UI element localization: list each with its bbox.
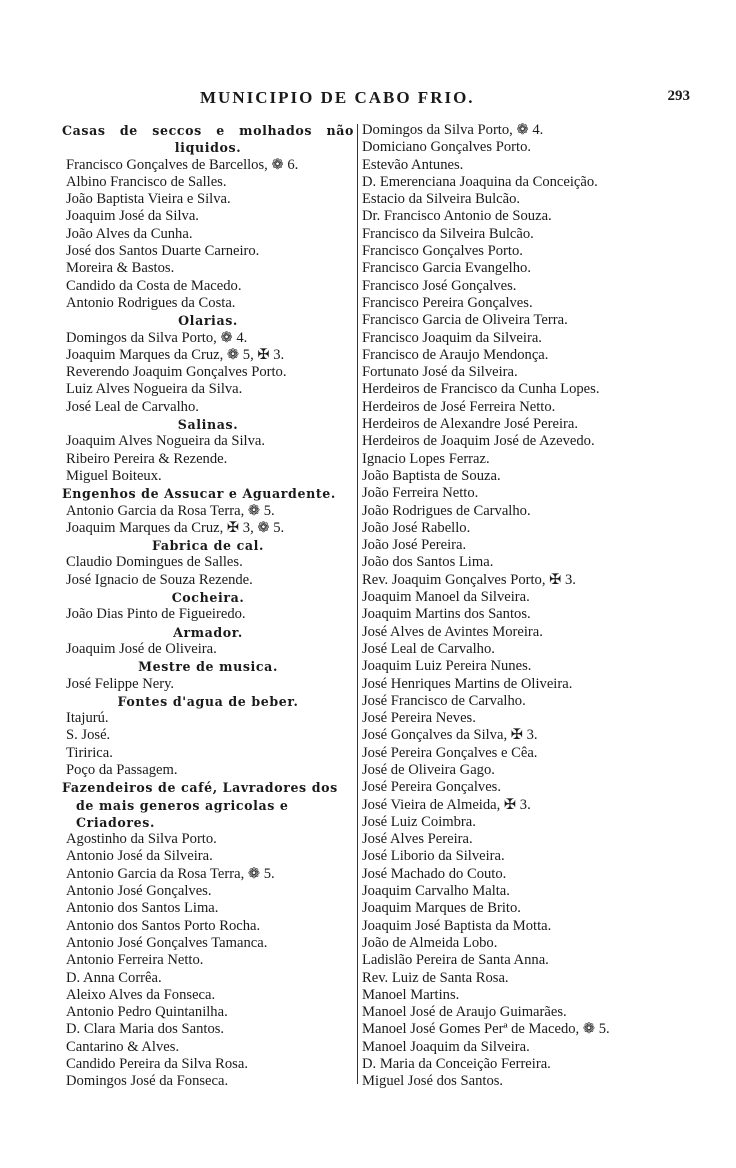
- list-entry: João dos Santos Lima.: [362, 554, 494, 571]
- list-entry: Domingos José da Fonseca.: [66, 1073, 229, 1090]
- list-entry: Claudio Domingues de Salles.: [66, 554, 243, 571]
- list-entry: Itajurú.: [66, 710, 109, 727]
- list-entry: Herdeiros de Alexandre José Pereira.: [362, 416, 578, 433]
- list-entry: José Felippe Nery.: [66, 675, 175, 692]
- list-entry: Manoel José de Araujo Guimarães.: [362, 1004, 567, 1021]
- list-entry: José Vieira de Almeida, ✠ 3.: [362, 796, 531, 813]
- list-entry: Joaquim Carvalho Malta.: [362, 883, 510, 900]
- list-entry: Antonio dos Santos Porto Rocha.: [66, 917, 261, 934]
- list-entry: Francisco de Araujo Mendonça.: [362, 346, 549, 363]
- right-column: [362, 122, 692, 1091]
- list-entry: José Henriques Martins de Oliveira.: [362, 675, 573, 692]
- list-entry: João Baptista de Souza.: [362, 467, 501, 484]
- list-entry: Agostinho da Silva Porto.: [66, 831, 217, 848]
- list-entry: Ribeiro Pereira & Rezende.: [66, 450, 228, 467]
- left-column: [62, 122, 354, 1091]
- list-entry: Francisco Gonçalves Porto.: [362, 243, 523, 260]
- list-entry: José Machado do Couto.: [362, 865, 507, 882]
- list-entry: Joaquim Marques da Cruz, ✠ 3, ❁ 5.: [66, 519, 285, 536]
- list-entry: Candido da Costa de Macedo.: [66, 277, 242, 294]
- list-entry: José Leal de Carvalho.: [362, 640, 495, 657]
- list-entry: Poço da Passagem.: [66, 761, 178, 778]
- list-entry: Antonio Garcia da Rosa Terra, ❁ 5.: [66, 502, 275, 519]
- list-entry: Antonio Ferreira Netto.: [66, 952, 204, 969]
- list-entry: José dos Santos Duarte Carneiro.: [66, 243, 260, 260]
- list-entry: João José Rabello.: [362, 519, 471, 536]
- list-entry: Joaquim Martins dos Santos.: [362, 606, 531, 623]
- section-heading: Cocheira.: [171, 590, 245, 606]
- list-entry: José de Oliveira Gago.: [362, 761, 495, 778]
- list-entry: Joaquim Manoel da Silveira.: [362, 589, 530, 606]
- list-entry: João de Almeida Lobo.: [362, 934, 498, 951]
- list-entry: Candido Pereira da Silva Rosa.: [66, 1056, 248, 1073]
- list-entry: Antonio Garcia da Rosa Terra, ❁ 5.: [66, 865, 275, 882]
- list-entry: S. José.: [66, 727, 111, 744]
- list-entry: Domingos da Silva Porto, ❁ 4.: [362, 122, 544, 138]
- list-entry: Estacio da Silveira Bulcão.: [362, 191, 521, 208]
- section-heading: Olarias.: [178, 313, 238, 329]
- list-entry: Antonio Rodrigues da Costa.: [66, 294, 236, 311]
- section-heading: Fazendeiros de café, Lavradores dos de mais generos agricolas e Criadores.: [62, 780, 338, 830]
- list-entry: Aleixo Alves da Fonseca.: [66, 986, 216, 1003]
- list-entry: Antonio José Gonçalves.: [66, 883, 212, 900]
- list-entry: José Gonçalves da Silva, ✠ 3.: [362, 727, 538, 744]
- section-heading: Fontes d'agua de beber.: [117, 693, 299, 709]
- list-entry: José Luiz Coimbra.: [362, 813, 476, 830]
- list-entry: José Pereira Neves.: [362, 710, 476, 727]
- list-entry: Dr. Francisco Antonio de Souza.: [362, 208, 552, 225]
- section-heading: Armador.: [173, 624, 243, 640]
- section-heading: Engenhos de Assucar e Aguardente.: [62, 486, 336, 502]
- section-heading: Salinas.: [177, 417, 239, 433]
- section-heading: Mestre de musica.: [138, 659, 278, 675]
- list-entry: Luiz Alves Nogueira da Silva.: [66, 381, 243, 398]
- list-entry: Francisco Garcia de Oliveira Terra.: [362, 312, 568, 329]
- list-entry: Francisco José Gonçalves.: [362, 277, 517, 294]
- list-entry: Joaquim José da Silva.: [66, 208, 199, 225]
- list-entry: João Rodrigues de Carvalho.: [362, 502, 531, 519]
- list-entry: José Francisco de Carvalho.: [362, 692, 526, 709]
- list-entry: João Alves da Cunha.: [66, 225, 193, 242]
- section-heading: Fabrica de cal.: [151, 538, 265, 554]
- list-entry: Tiririca.: [66, 744, 113, 761]
- section-heading: Casas de seccos e molhados não liquidos.: [62, 123, 354, 156]
- list-entry: Herdeiros de José Ferreira Netto.: [362, 398, 556, 415]
- list-entry: João José Pereira.: [362, 537, 467, 554]
- running-head: [200, 88, 690, 112]
- list-entry: Joaquim Luiz Pereira Nunes.: [362, 658, 532, 675]
- list-entry: Francisco da Silveira Bulcão.: [362, 225, 534, 242]
- page-number: 293: [667, 88, 690, 104]
- list-entry: D. Anna Corrêa.: [66, 969, 162, 986]
- list-entry: Ladislão Pereira de Santa Anna.: [362, 952, 549, 969]
- list-entry: Joaquim Marques da Cruz, ❁ 5, ✠ 3.: [66, 346, 285, 363]
- list-entry: Manoel José Gomes Perª de Macedo, ❁ 5.: [362, 1021, 610, 1038]
- list-entry: José Pereira Gonçalves.: [362, 779, 501, 796]
- list-entry: José Alves Pereira.: [362, 831, 473, 848]
- list-entry: José Ignacio de Souza Rezende.: [66, 571, 253, 588]
- list-entry: Albino Francisco de Salles.: [66, 173, 227, 190]
- list-entry: João Baptista Vieira e Silva.: [66, 191, 231, 208]
- page-title: MUNICIPIO DE CABO FRIO.: [200, 88, 475, 107]
- column-divider: [357, 124, 358, 1084]
- list-entry: Rev. Luiz de Santa Rosa.: [362, 969, 509, 986]
- list-entry: Miguel José dos Santos.: [362, 1073, 504, 1090]
- list-entry: Domiciano Gonçalves Porto.: [362, 139, 532, 156]
- list-entry: José Leal de Carvalho.: [66, 398, 199, 415]
- list-entry: Manoel Martins.: [362, 986, 460, 1003]
- list-entry: Antonio dos Santos Lima.: [66, 900, 219, 917]
- list-entry: Miguel Boiteux.: [66, 467, 162, 484]
- list-entry: Joaquim Marques de Brito.: [362, 900, 521, 917]
- list-entry: D. Emerenciana Joaquina da Conceição.: [362, 173, 598, 190]
- list-entry: Herdeiros de Francisco da Cunha Lopes.: [362, 381, 600, 398]
- list-entry: Reverendo Joaquim Gonçalves Porto.: [66, 364, 287, 381]
- list-entry: Francisco Garcia Evangelho.: [362, 260, 531, 277]
- list-entry: Joaquim José de Oliveira.: [66, 640, 217, 657]
- list-entry: João Ferreira Netto.: [362, 485, 479, 502]
- list-entry: Antonio Pedro Quintanilha.: [66, 1004, 228, 1021]
- list-entry: Estevão Antunes.: [362, 156, 464, 173]
- list-entry: D. Maria da Conceição Ferreira.: [362, 1056, 551, 1073]
- list-entry: Cantarino & Alves.: [66, 1038, 180, 1055]
- list-entry: Francisco Gonçalves de Barcellos, ❁ 6.: [66, 156, 299, 173]
- list-entry: Antonio José da Silveira.: [66, 848, 213, 865]
- list-entry: Joaquim Alves Nogueira da Silva.: [66, 433, 266, 450]
- list-entry: Manoel Joaquim da Silveira.: [362, 1038, 530, 1055]
- list-entry: Domingos da Silva Porto, ❁ 4.: [66, 329, 248, 346]
- list-entry: João Dias Pinto de Figueiredo.: [66, 606, 246, 623]
- list-entry: Francisco Joaquim da Silveira.: [362, 329, 542, 346]
- list-entry: José Alves de Avintes Moreira.: [362, 623, 543, 640]
- list-entry: Joaquim José Baptista da Motta.: [362, 917, 552, 934]
- list-entry: Ignacio Lopes Ferraz.: [362, 450, 490, 467]
- list-entry: Antonio José Gonçalves Tamanca.: [66, 934, 268, 951]
- list-entry: Herdeiros de Joaquim José de Azevedo.: [362, 433, 595, 450]
- list-entry: Moreira & Bastos.: [66, 260, 175, 277]
- list-entry: Fortunato José da Silveira.: [362, 364, 518, 381]
- list-entry: Rev. Joaquim Gonçalves Porto, ✠ 3.: [362, 571, 576, 588]
- list-entry: José Pereira Gonçalves e Cêa.: [362, 744, 538, 761]
- list-entry: D. Clara Maria dos Santos.: [66, 1021, 225, 1038]
- list-entry: Francisco Pereira Gonçalves.: [362, 294, 533, 311]
- list-entry: José Liborio da Silveira.: [362, 848, 505, 865]
